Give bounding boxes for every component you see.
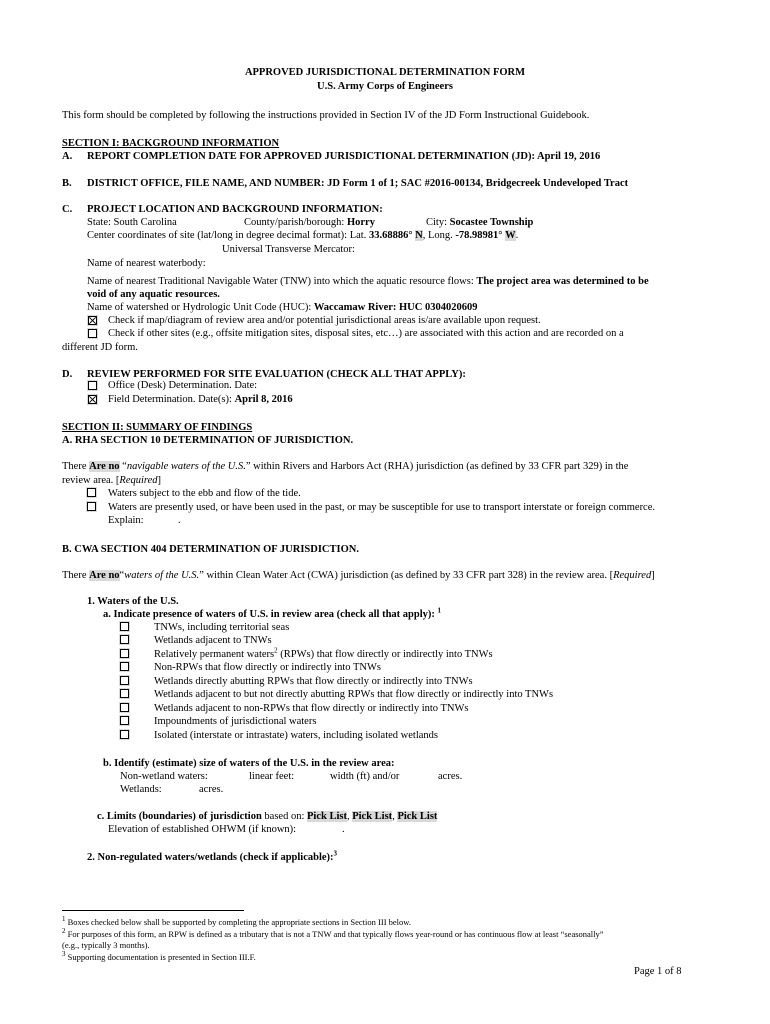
footnote-divider xyxy=(62,910,244,911)
checked-box-icon xyxy=(88,395,97,404)
pick-list-dropdown-3[interactable]: Pick List xyxy=(397,811,438,822)
isolated-waters-checkbox[interactable] xyxy=(119,729,130,740)
rha-close: ] xyxy=(157,475,162,486)
water-type-isolated: Isolated (interstate or intrastate) waters, including isolated wetlands xyxy=(154,730,438,741)
footnote-1-num: 1 xyxy=(62,915,66,924)
rha-rest: ” within Rivers and Harbors Act (RHA) jurisdiction (as defined by 33 CFR part 329) in the xyxy=(245,461,629,472)
footnote-ref-1: 1 xyxy=(437,606,441,615)
waterbody-label: Name of nearest waterbody: xyxy=(87,258,206,269)
long-value: -78.98981° xyxy=(455,230,503,241)
water-type-wetlands-adjacent: Wetlands adjacent to TNWs xyxy=(154,635,272,646)
non-rpw-checkbox[interactable] xyxy=(119,661,130,672)
empty-box-icon xyxy=(87,502,96,511)
waters-of-us-heading: 1. Waters of the U.S. xyxy=(87,596,179,607)
other-sites-checkbox[interactable] xyxy=(87,328,98,339)
field-label: Field Determination. Date(s): xyxy=(108,394,232,405)
utm-label: Universal Transverse Mercator: xyxy=(222,244,355,255)
indicate-presence-text: a. Indicate presence of waters of U.S. in review area (check all that apply): xyxy=(103,609,435,620)
limits-jurisdiction-line xyxy=(97,810,437,824)
city-value: Socastee Township xyxy=(449,217,534,228)
form-subtitle: U.S. Army Corps of Engineers xyxy=(317,81,453,92)
empty-box-icon xyxy=(120,703,129,712)
elevation-dot: . xyxy=(342,824,345,835)
review-performed-heading: REVIEW PERFORMED FOR SITE EVALUATION (CHECK ALL THAT APPLY): xyxy=(87,369,466,380)
pick-separator-1: , xyxy=(346,811,353,822)
footnote-3-text: Supporting documentation is presented in Section III.F. xyxy=(67,952,256,962)
county-field xyxy=(244,216,375,230)
checked-box-icon xyxy=(88,316,97,325)
impoundments-checkbox[interactable] xyxy=(119,715,130,726)
state-value: South Carolina xyxy=(113,217,177,228)
wetlands-adjacent-tnw-checkbox[interactable] xyxy=(119,634,130,645)
wetlands-non-rpw-checkbox[interactable] xyxy=(119,702,130,713)
water-type-tnw: TNWs, including territorial seas xyxy=(154,622,290,633)
tnw-label: Name of nearest Traditional Navigable Water (TNW) into which the aquatic resource flows: xyxy=(87,276,474,287)
long-direction[interactable]: W xyxy=(505,230,516,241)
rpw-label: Relatively permanent waters xyxy=(154,649,275,660)
district-office-file: DISTRICT OFFICE, FILE NAME, AND NUMBER: JD Form 1 of 1; SAC #2016-00134, Bridgecreek Undeveloped Tract xyxy=(87,178,629,189)
ebb-flow-checkbox[interactable] xyxy=(86,487,97,498)
non-regulated-heading xyxy=(87,851,337,865)
huc-label: Name of watershed or Hydrologic Unit Code (HUC): xyxy=(87,302,312,313)
tnw-value-2: void of any aquatic resources. xyxy=(87,289,220,300)
section-1-d-letter: D. xyxy=(62,369,73,380)
identify-size-heading: b. Identify (estimate) size of waters of the U.S. in the review area: xyxy=(103,758,395,769)
empty-box-icon xyxy=(120,716,129,725)
water-type-impoundments: Impoundments of jurisdictional waters xyxy=(154,716,317,727)
rpw-checkbox[interactable] xyxy=(119,648,130,659)
field-determination-checkbox[interactable] xyxy=(87,394,98,405)
empty-box-icon xyxy=(87,488,96,497)
empty-box-icon xyxy=(120,730,129,739)
huc-value: Waccamaw River: HUC 0304020609 xyxy=(313,302,478,313)
footnote-2-num: 2 xyxy=(62,927,66,936)
pick-list-dropdown-1[interactable]: Pick List xyxy=(307,811,347,822)
footnote-1-text: Boxes checked below shall be supported by completing the appropriate sections in Section III below. xyxy=(67,917,411,927)
pick-separator-2: , xyxy=(392,811,398,822)
cwa-heading: B. CWA SECTION 404 DETERMINATION OF JURISDICTION. xyxy=(62,544,359,555)
office-desk-label: Office (Desk) Determination. Date: xyxy=(108,380,258,391)
empty-box-icon xyxy=(120,689,129,698)
cwa-quote-open: “ xyxy=(119,570,125,581)
lat-direction[interactable]: N xyxy=(415,230,423,241)
nonwetland-acres-label: acres. xyxy=(438,771,463,782)
city-field xyxy=(426,216,533,230)
rha-line-2 xyxy=(62,474,161,488)
field-date: April 8, 2016 xyxy=(234,394,293,405)
footnote-3-num: 3 xyxy=(62,950,66,959)
long-label: , Long. xyxy=(422,230,453,241)
intro-text: This form should be completed by following the instructions provided in Section IV of the JD Form Instructional Guidebook. xyxy=(62,110,590,121)
wetlands-not-abutting-checkbox[interactable] xyxy=(119,688,130,699)
section-1-a-letter: A. xyxy=(62,151,73,162)
cwa-required: Required xyxy=(613,570,652,581)
city-label: City: xyxy=(426,217,448,228)
empty-box-icon xyxy=(88,381,97,390)
rha-there: There xyxy=(62,461,87,472)
rha-review-area: review area. [ xyxy=(62,475,120,486)
section-1-heading: SECTION I: BACKGROUND INFORMATION xyxy=(62,138,280,149)
field-determination-line xyxy=(108,393,293,407)
linear-feet-label: linear feet: xyxy=(249,771,295,782)
footnote-ref-3: 3 xyxy=(333,849,338,858)
check-other-label-2: different JD form. xyxy=(62,342,138,353)
limits-jurisdiction-label: c. Limits (boundaries) of jurisdiction xyxy=(97,811,262,822)
wetlands-acres-label: acres. xyxy=(199,784,224,795)
water-type-rpw xyxy=(154,648,493,662)
empty-box-icon xyxy=(120,662,129,671)
county-value: Horry xyxy=(346,217,375,228)
page-number: Page 1 of 8 xyxy=(634,966,682,977)
coords-label: Center coordinates of site (lat/long in degree decimal format): Lat. xyxy=(87,230,367,241)
check-map-label: Check if map/diagram of review area and/or potential jurisdictional areas is/are available upon request. xyxy=(108,315,541,326)
footnote-3 xyxy=(62,952,256,963)
form-title: APPROVED JURISDICTIONAL DETERMINATION FORM xyxy=(244,67,526,78)
cwa-waters: waters of the U.S. xyxy=(124,570,200,581)
center-coordinates: Center coordinates of site (lat/long in degree decimal format): Lat. 33.68886° N, Long. -78.98981° W. xyxy=(87,230,519,241)
empty-box-icon xyxy=(120,676,129,685)
check-other-label-1: Check if other sites (e.g., offsite mitigation sites, disposal sites, etc…) are associated with this action and are recorded on a xyxy=(108,328,624,339)
section-1-b-letter: B. xyxy=(62,178,72,189)
non-regulated-text: 2. Non-regulated waters/wetlands (check if applicable): xyxy=(87,852,334,863)
tnw-value-1: The project area was determined to be xyxy=(476,276,649,287)
empty-box-icon xyxy=(88,329,97,338)
footnote-ref-2: 2 xyxy=(274,646,278,655)
rha-statement xyxy=(62,460,628,474)
footnote-2 xyxy=(62,929,604,940)
project-location-heading: PROJECT LOCATION AND BACKGROUND INFORMATION: xyxy=(87,204,383,215)
report-completion-date: REPORT COMPLETION DATE FOR APPROVED JURISDICTIONAL DETERMINATION (JD): April 19, 2016 xyxy=(87,151,601,162)
footnote-2-cont: (e.g., typically 3 months). xyxy=(62,940,150,950)
tnw-checkbox[interactable] xyxy=(119,621,130,632)
wetlands-size-label: Wetlands: xyxy=(120,784,162,795)
rha-quote-open: “ xyxy=(119,461,127,472)
elevation-ohwm-label: Elevation of established OHWM (if known): xyxy=(108,824,297,835)
explain-label: Explain: xyxy=(108,515,144,526)
footnote-1 xyxy=(62,917,411,928)
rha-are-no-dropdown[interactable]: Are no xyxy=(89,461,120,472)
ebb-flow-label: Waters subject to the ebb and flow of the tide. xyxy=(108,488,301,499)
tnw-line xyxy=(87,275,649,289)
cwa-statement xyxy=(62,569,655,583)
rha-heading: A. RHA SECTION 10 DETERMINATION OF JURISDICTION. xyxy=(62,435,354,446)
state-label: State: xyxy=(87,217,111,228)
empty-box-icon xyxy=(120,622,129,631)
rha-required: Required xyxy=(119,475,158,486)
huc-line xyxy=(87,301,477,315)
nonwetland-label: Non-wetland waters: xyxy=(120,771,208,782)
water-type-wetlands-non-rpw: Wetlands adjacent to non-RPWs that flow directly or indirectly into TNWs xyxy=(154,703,469,714)
county-label: County/parish/borough: xyxy=(244,217,345,228)
lat-value: 33.68886° xyxy=(368,230,413,241)
rha-navigable-waters: navigable waters of the U.S. xyxy=(126,461,246,472)
cwa-are-no-dropdown[interactable]: Are no xyxy=(89,570,120,581)
limits-based-on: based on: xyxy=(264,811,305,822)
water-type-not-abutting: Wetlands adjacent to but not directly abutting RPWs that flow directly or indirectly into TNWs xyxy=(154,689,554,700)
footnote-2-text: For purposes of this form, an RPW is defined as a tributary that is not a TNW and that typically flows year-round or has continuous flow at least “seasonally” xyxy=(67,929,604,939)
map-checkbox[interactable] xyxy=(87,315,98,326)
rpw-rest: (RPWs) that flow directly or indirectly into TNWs xyxy=(277,649,493,660)
indicate-presence-heading xyxy=(103,608,441,622)
commerce-label: Waters are presently used, or have been used in the past, or may be susceptible for use to transport interstate or foreign commerce. xyxy=(108,502,656,513)
section-2-heading: SECTION II: SUMMARY OF FINDINGS xyxy=(62,422,253,433)
explain-dot: . xyxy=(178,515,181,526)
state-field xyxy=(87,216,177,230)
wetlands-abutting-checkbox[interactable] xyxy=(119,675,130,686)
section-1-c-letter: C. xyxy=(62,204,73,215)
pick-list-dropdown-2[interactable]: Pick List xyxy=(352,811,393,822)
office-desk-checkbox[interactable] xyxy=(87,380,98,391)
cwa-there: There xyxy=(62,570,87,581)
cwa-rest: ” within Clean Water Act (CWA) jurisdiction (as defined by 33 CFR part 328) in the review area. [ xyxy=(199,570,614,581)
cwa-close: ] xyxy=(651,570,655,581)
water-type-abutting: Wetlands directly abutting RPWs that flow directly or indirectly into TNWs xyxy=(154,676,473,687)
empty-box-icon xyxy=(120,635,129,644)
width-label: width (ft) and/or xyxy=(330,771,400,782)
water-type-non-rpw: Non-RPWs that flow directly or indirectly into TNWs xyxy=(154,662,381,673)
empty-box-icon xyxy=(120,649,129,658)
commerce-checkbox[interactable] xyxy=(86,501,97,512)
